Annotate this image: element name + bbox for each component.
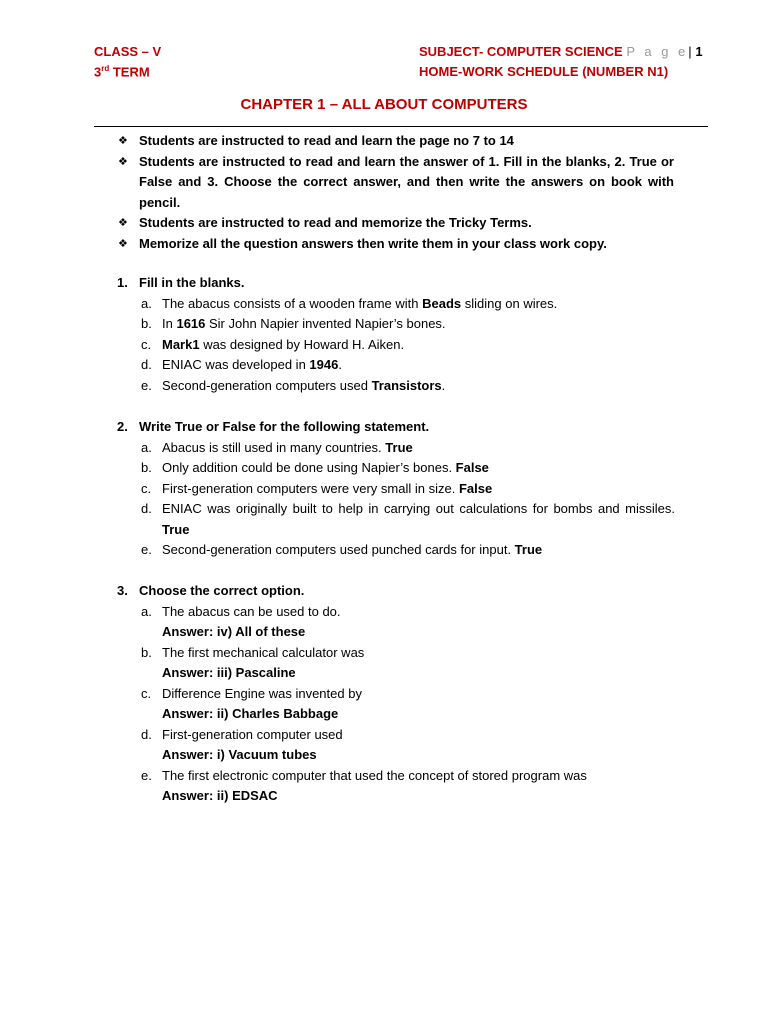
item-text: ENIAC was originally built to help in carrying out calculations for bombs and missiles. (162, 501, 675, 516)
diamond-bullet-icon: ❖ (118, 237, 128, 250)
item-text: First-generation computer used (162, 726, 343, 742)
option-answer: Answer: i) Vacuum tubes (162, 747, 317, 762)
section-choose-option (117, 581, 675, 807)
item-text: The first mechanical calculator was (162, 644, 365, 660)
item-text: Abacus is still used in many countries. (162, 439, 386, 455)
item-letter: e. (141, 377, 152, 393)
instruction-item (118, 213, 674, 234)
question-item (117, 766, 675, 787)
question-item (117, 540, 675, 561)
item-letter: c. (141, 336, 152, 352)
item-text: In (162, 316, 177, 331)
item-letter: d. (141, 357, 152, 372)
item-text: Only addition could be done using Napier’s bones. (162, 460, 456, 475)
item-text: . (441, 377, 446, 393)
item-text: Difference Engine was invented by (162, 685, 362, 701)
section-title: Write True or False for the following statement. (139, 419, 430, 434)
section-fill-blanks (117, 273, 675, 396)
instruction-text: Students are instructed to read and learn the answer of 1. Fill in the blanks, 2. True or False and 3. Choose the correct answer, and then write the answers on book with pencil. (139, 153, 674, 210)
question-item (117, 684, 675, 705)
instruction-text: Memorize all the question answers then write them in your class work copy. (139, 235, 607, 251)
schedule-label: HOME-WORK SCHEDULE (NUMBER N1) (419, 64, 669, 79)
section-number: 3. (117, 583, 128, 598)
item-text: The first electronic computer that used the concept of stored program was (162, 767, 587, 783)
true-false-answer: True (514, 542, 543, 557)
item-letter: e. (141, 767, 152, 783)
item-text: . (338, 357, 342, 372)
item-letter: e. (141, 542, 152, 557)
instruction-text: Students are instructed to read and learn the page no 7 to 14 (139, 133, 514, 148)
instruction-item (118, 131, 674, 152)
subject-label: SUBJECT- COMPUTER SCIENCE (419, 44, 623, 59)
item-letter: a. (141, 439, 152, 455)
item-text: Second-generation computers used punched cards for input. (162, 542, 515, 557)
section-true-false (117, 417, 675, 561)
question-item (117, 479, 675, 500)
item-letter: d. (141, 726, 152, 742)
item-letter: b. (141, 460, 152, 475)
question-item (117, 602, 675, 623)
section-number: 2. (117, 419, 128, 434)
section-number: 1. (117, 275, 128, 290)
question-item (117, 438, 675, 459)
page-word: P a g e (626, 44, 689, 59)
class-label: CLASS – V (94, 44, 162, 59)
item-letter: b. (141, 316, 152, 331)
blank-answer: 1616 (176, 316, 206, 331)
diamond-bullet-icon: ❖ (118, 217, 128, 229)
question-item (117, 335, 675, 356)
question-item (117, 314, 675, 335)
option-answer: Answer: iii) Pascaline (162, 665, 296, 680)
diamond-bullet-icon: ❖ (118, 155, 128, 168)
page-number: 1 (695, 44, 703, 59)
item-letter: c. (141, 685, 152, 701)
section-title: Fill in the blanks. (139, 275, 245, 290)
question-item (117, 499, 675, 540)
true-false-answer: True (162, 521, 190, 537)
item-text: The abacus can be used to do. (162, 603, 341, 619)
instruction-item (118, 234, 674, 255)
diamond-bullet-icon: ❖ (118, 135, 128, 147)
item-text: The abacus consists of a wooden frame with (162, 295, 423, 311)
question-item (117, 458, 675, 479)
item-text: sliding on wires. (461, 295, 558, 311)
section-heading (117, 581, 675, 602)
item-text: Sir John Napier invented Napier’s bones. (205, 316, 446, 331)
term-label (94, 64, 150, 79)
item-letter: b. (141, 644, 152, 660)
chapter-title: CHAPTER 1 – ALL ABOUT COMPUTERS (240, 96, 528, 113)
question-item (117, 725, 675, 746)
blank-answer: Beads (422, 295, 462, 311)
instruction-item (118, 152, 674, 214)
term-superscript: rd (101, 64, 110, 73)
true-false-answer: False (458, 480, 493, 496)
blank-answer: 1946 (309, 357, 339, 372)
subject-page-line (419, 44, 703, 59)
option-answer: Answer: ii) EDSAC (162, 788, 278, 803)
item-text: was designed by Howard H. Aiken. (199, 336, 405, 352)
instruction-list (118, 131, 674, 254)
true-false-answer: False (455, 460, 489, 475)
item-letter: a. (141, 603, 152, 619)
header-divider (94, 126, 708, 127)
item-text: Second-generation computers used (162, 377, 372, 393)
section-title: Choose the correct option. (139, 583, 305, 598)
instruction-text: Students are instructed to read and memorize the Tricky Terms. (139, 215, 532, 230)
item-text: ENIAC was developed in (162, 357, 310, 372)
option-answer: Answer: ii) Charles Babbage (162, 706, 339, 721)
question-item (117, 643, 675, 664)
option-answer: Answer: iv) All of these (162, 624, 306, 639)
term-number: 3 (94, 64, 102, 80)
section-heading (117, 417, 675, 438)
section-heading (117, 273, 675, 294)
question-item (117, 294, 675, 315)
term-word: TERM (112, 64, 150, 80)
item-letter: d. (141, 501, 152, 516)
question-item (117, 376, 675, 397)
item-letter: a. (141, 295, 152, 311)
item-text: First-generation computers were very small in size. (162, 480, 459, 496)
blank-answer: Transistors (371, 377, 442, 393)
true-false-answer: True (385, 439, 413, 455)
blank-answer: Mark1 (162, 336, 200, 352)
question-item (117, 355, 675, 376)
page-separator: | (688, 44, 692, 59)
item-letter: c. (141, 480, 152, 496)
